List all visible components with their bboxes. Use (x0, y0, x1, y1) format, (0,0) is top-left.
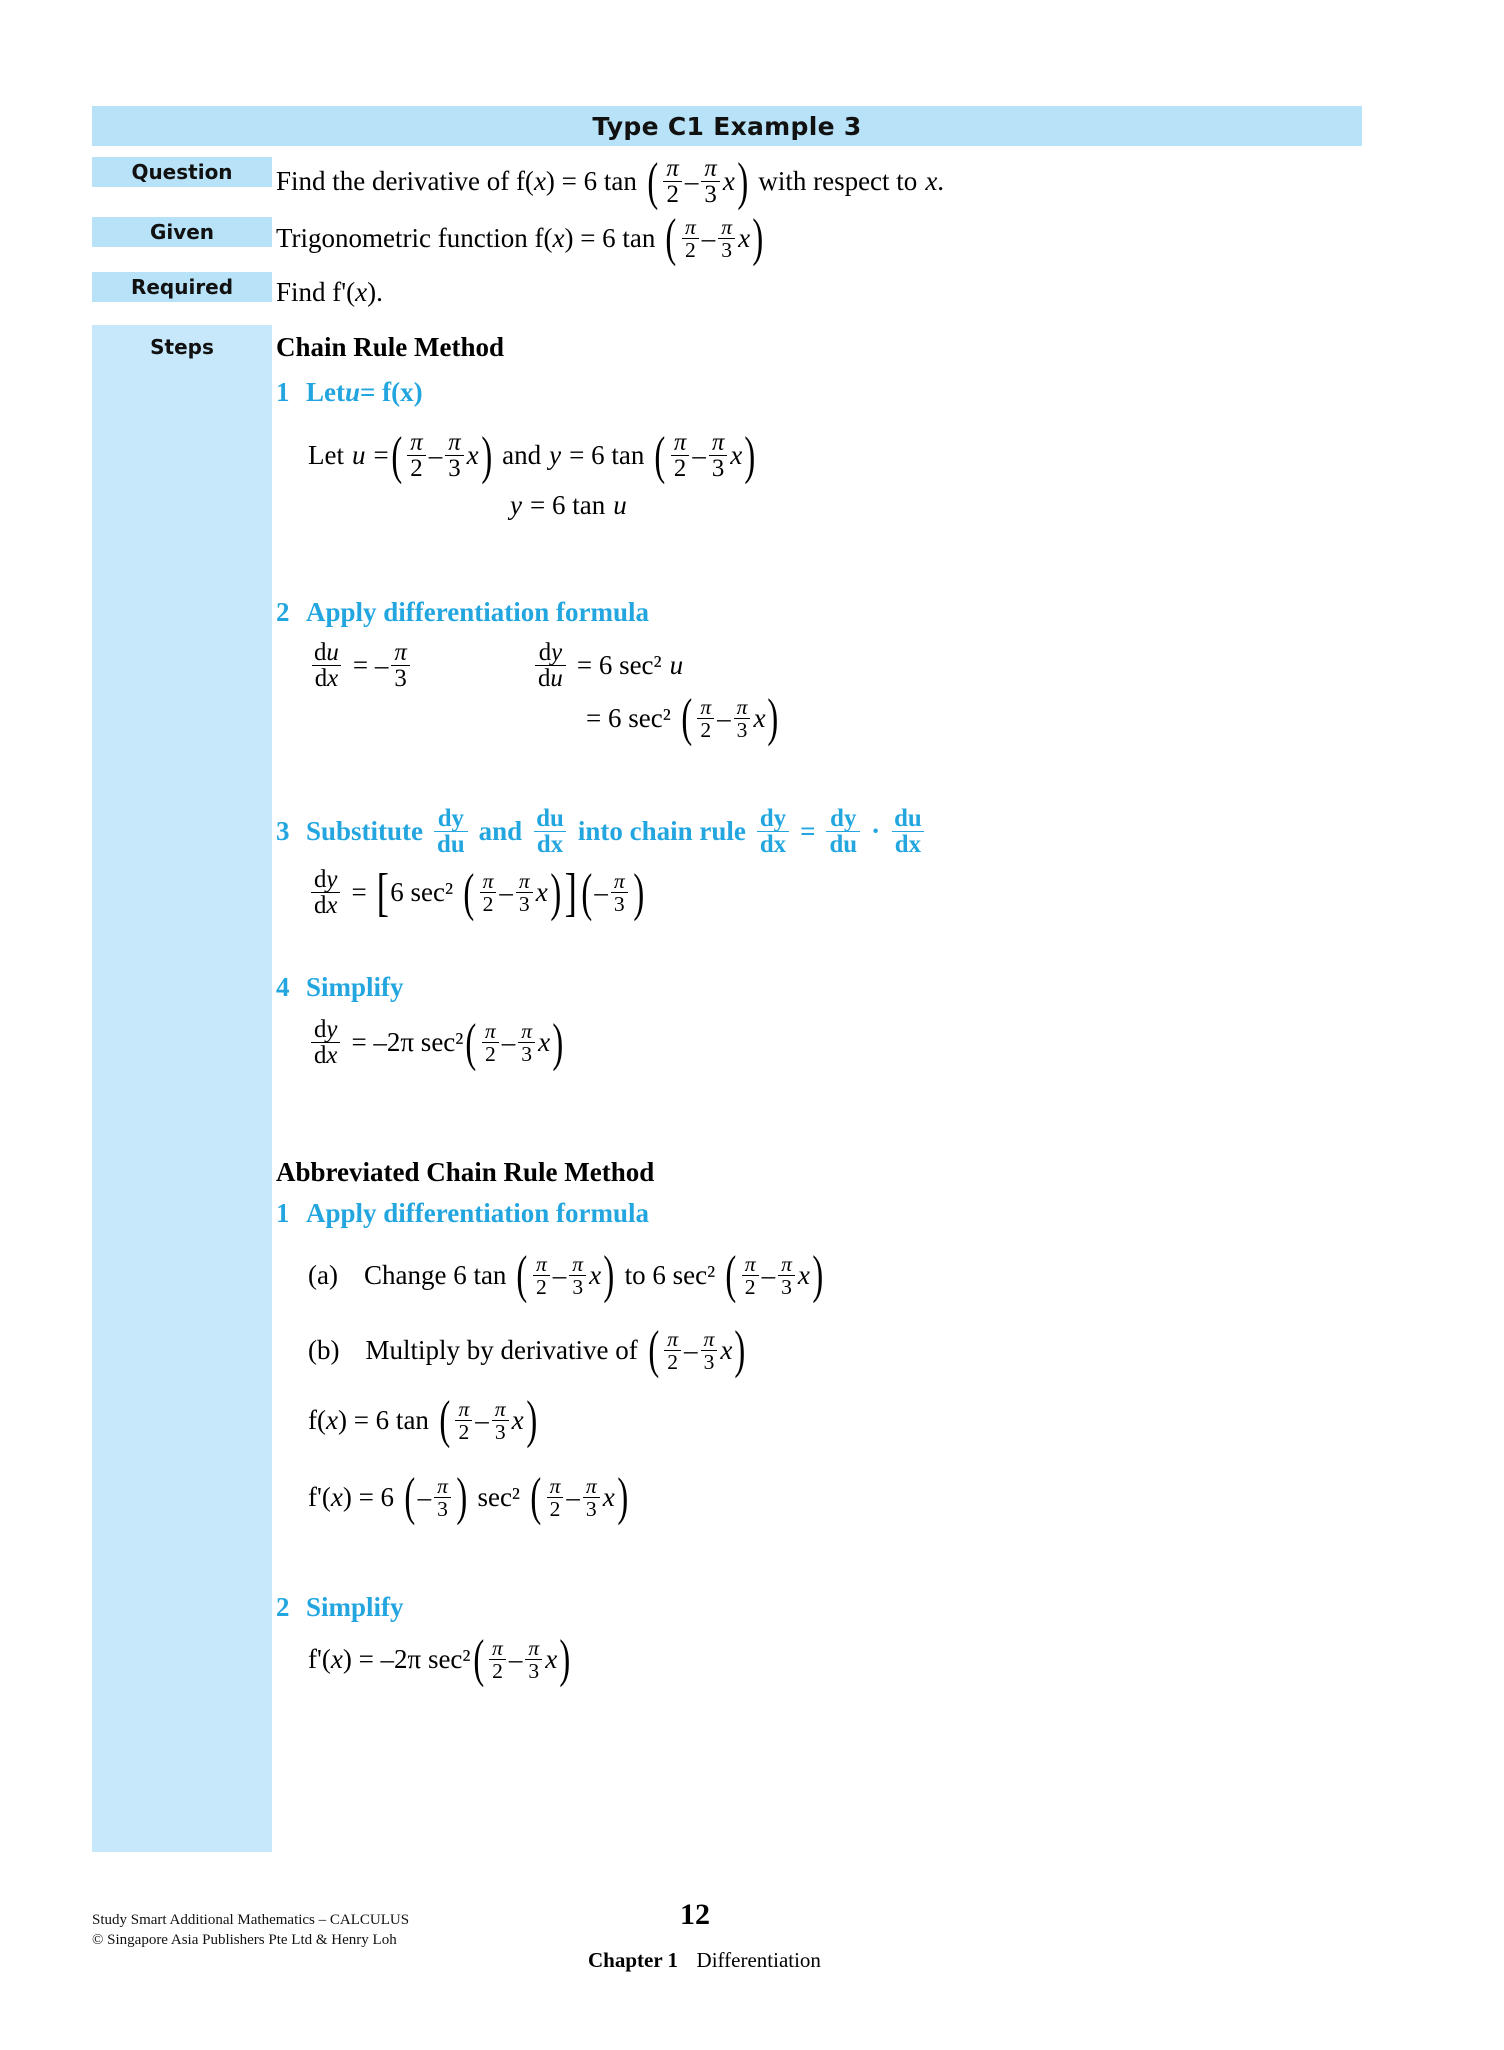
fraction-pi-3: $\frac{\pi}{3}$ (709, 430, 727, 482)
question-text-after: with respect to (758, 166, 918, 197)
paren-open: ( (530, 1468, 542, 1527)
paren-close: ) (734, 1321, 746, 1380)
footer-chapter-name: Differentiation (696, 1948, 821, 1972)
paren-open: ( (516, 1246, 528, 1305)
fraction-pi-3: $\frac{\pi}{3}$ (518, 1020, 535, 1065)
paren-close: ) (525, 1391, 537, 1450)
required-text: Find f'( (276, 277, 356, 307)
step-number: 1 (276, 1198, 290, 1228)
method2-fpx-eq: f'( x ) = 6 ( – $\frac{\pi}{3}$ ) sec² ( $\frac{\pi}{2}$ – $\frac{\pi}{3}$ x ) (308, 1468, 628, 1527)
paren-open: ( (654, 426, 666, 485)
method1-step2-eq-left: $\frac{du}{dx}$ = – $\frac{\pi}{3}$ (308, 640, 413, 692)
fraction-pi-2: $\frac{\pi}{2}$ (455, 1398, 472, 1443)
given-line: Trigonometric function f( x ) = 6 tan ( $\frac{\pi}{2}$ – $\frac{\pi}{3}$ x ) (276, 209, 764, 268)
method2-step1-sub-a: (a) Change 6 tan ( $\frac{\pi}{2}$ – $\frac{\pi}{3}$ x ) to 6 sec² ( $\frac{\pi}{2}$ – $\frac{\pi}{3}$ x ) (308, 1246, 824, 1305)
fraction-dy-dx: $\frac{dy}{dx}$ (757, 806, 789, 858)
fraction-du-dx: $\frac{du}{dx}$ (311, 640, 342, 692)
step-number: 2 (276, 1592, 290, 1622)
question-text-mid: ) = 6 tan (545, 166, 637, 197)
sub-marker: (a) (308, 1259, 338, 1290)
fraction-pi-3: $\frac{\pi}{3}$ (569, 1253, 586, 1298)
page-title: Type C1 Example 3 (592, 111, 862, 141)
bracket-close: ] (564, 863, 578, 922)
method1-step1-eq1: Let u = ( $\frac{\pi}{2}$ – $\frac{\pi}{3}$ x ) and y = 6 tan ( $\frac{\pi}{2}$ – $\frac{\pi}{3}$ x ) (308, 426, 756, 485)
paren-open: ( (665, 209, 677, 268)
paren-close: ) (617, 1468, 628, 1527)
fraction-pi-3: $\frac{\pi}{3}$ (734, 696, 751, 741)
fraction-du-dx: $\frac{du}{dx}$ (533, 806, 567, 858)
sub-marker: (b) (308, 1334, 340, 1365)
fraction-pi-3: $\frac{\pi}{3}$ (611, 870, 628, 915)
fraction-pi-3: $\frac{\pi}{3}$ (516, 870, 533, 915)
fraction-pi-3: $\frac{\pi}{3}$ (778, 1253, 795, 1298)
paren-close: ) (559, 1630, 571, 1689)
label-chip-required: Required (92, 272, 272, 302)
paren-close: ) (767, 689, 779, 748)
method2-step2-eq: f'( x ) = –2π sec² ( $\frac{\pi}{2}$ – $\frac{\pi}{3}$ x ) (308, 1630, 571, 1689)
given-text-before: Trigonometric function f( (276, 222, 553, 253)
paren-close: ) (550, 863, 561, 922)
question-text-before: Find the derivative of f( (276, 166, 534, 197)
steps-rail (92, 325, 272, 1852)
paren-open: ( (404, 1468, 416, 1527)
footer-chapter (588, 1948, 821, 1973)
paren-open: ( (725, 1246, 737, 1305)
paren-close: ) (480, 426, 492, 485)
paren-open: ( (463, 863, 475, 922)
fraction-pi-3: $\frac{\pi}{3}$ (391, 640, 409, 692)
fraction-pi-3: $\frac{\pi}{3}$ (492, 1398, 509, 1443)
fraction-pi-3: $\frac{\pi}{3}$ (718, 216, 735, 261)
method1-step2-title: 2 Apply differentiation formula (276, 597, 649, 627)
paren-close: ) (752, 209, 764, 268)
method1-step1-eq2: y = 6 tan u (510, 490, 627, 520)
fraction-pi-3: $\frac{\pi}{3}$ (701, 1328, 718, 1373)
fraction-dy-dx: $\frac{dy}{dx}$ (311, 1017, 340, 1069)
method2-fx-eq: f( x ) = 6 tan ( $\frac{\pi}{2}$ – $\frac{\pi}{3}$ x ) (308, 1391, 537, 1450)
paren-open: ( (472, 1630, 484, 1689)
method1-step2-eq-right2: = 6 sec² ( $\frac{\pi}{2}$ – $\frac{\pi}{3}$ x ) (586, 689, 779, 748)
footer-line-1: Study Smart Additional Mathematics – CALCULUS (92, 1912, 410, 1928)
step-number: 3 (276, 816, 290, 847)
paren-open: ( (439, 1391, 451, 1450)
fraction-pi-3: $\frac{\pi}{3}$ (434, 1475, 451, 1520)
fraction-pi-2: $\frac{\pi}{2}$ (742, 1253, 759, 1298)
question-var: x (533, 166, 546, 197)
method1-step3-title: 3 Substitute $\frac{dy}{du}$ and $\frac{du}{dx}$ into chain rule $\frac{dy}{dx}$ = $\frac{dy}{du}$ · $\frac{du}{dx}$ (276, 806, 928, 858)
footer-imprint (92, 1910, 409, 1951)
fraction-du-dx: $\frac{du}{dx}$ (891, 806, 925, 858)
fraction-pi-3: $\frac{\pi}{3}$ (445, 430, 463, 482)
paren-close: ) (603, 1246, 615, 1305)
method1-step4-eq: $\frac{dy}{dx}$ = –2π sec² ( $\frac{\pi}{2}$ – $\frac{\pi}{3}$ x ) (308, 1017, 566, 1069)
step-number: 4 (276, 972, 290, 1002)
fraction-pi-3: $\frac{\pi}{3}$ (525, 1637, 542, 1682)
label-chip-given: Given (92, 217, 272, 247)
fraction-pi-3: $\frac{\pi}{3}$ (583, 1475, 600, 1520)
paren-close: ) (744, 426, 756, 485)
method1-step4-title: 4 Simplify (276, 972, 404, 1002)
paren-close: ) (737, 152, 749, 211)
question-line: Find the derivative of f( x ) = 6 tan ( $\frac{\pi}{2}$ – $\frac{\pi}{3}$ x ) with respect to x . (276, 152, 945, 211)
step-number: 1 (276, 377, 290, 407)
paren-open: ( (648, 1321, 659, 1380)
page-number: 12 (680, 1898, 710, 1931)
step-number: 2 (276, 597, 290, 627)
fraction-pi-2: $\frac{\pi}{2}$ (663, 156, 681, 208)
paren-close: ) (456, 1468, 468, 1527)
method1-step3-eq: $\frac{dy}{dx}$ = [ 6 sec² ( $\frac{\pi}{2}$ – $\frac{\pi}{3}$ x ) ] ( – $\frac{\pi}{3}$ ) (308, 867, 646, 919)
method2-step1-title: 1 Apply differentiation formula (276, 1198, 649, 1228)
fraction-dy-dx: $\frac{dy}{dx}$ (311, 867, 340, 919)
paren-open: ( (681, 689, 692, 748)
fraction-pi-2: $\frac{\pi}{2}$ (489, 1637, 506, 1682)
minus-sign: – (684, 166, 699, 197)
label-chip-question: Question (92, 157, 272, 187)
paren-open: ( (465, 1013, 477, 1072)
fraction-dy-du: $\frac{dy}{du}$ (434, 806, 468, 858)
fraction-pi-2: $\frac{\pi}{2}$ (533, 1253, 550, 1298)
fraction-pi-2: $\frac{\pi}{2}$ (671, 430, 689, 482)
title-banner (92, 106, 1362, 146)
method1-step1-title: 1 Let u = f(x) (276, 377, 423, 407)
fraction-pi-3: $\frac{\pi}{3}$ (701, 156, 719, 208)
fraction-pi-2: $\frac{\pi}{2}$ (697, 696, 714, 741)
fraction-pi-2: $\frac{\pi}{2}$ (482, 1020, 499, 1065)
paren-close: ) (552, 1013, 564, 1072)
footer-chapter-label: Chapter 1 (588, 1948, 679, 1972)
paren-close: ) (812, 1246, 824, 1305)
required-line: Find f'( x ). (276, 277, 383, 307)
given-var: x (552, 222, 565, 253)
fraction-dy-du: $\frac{dy}{du}$ (535, 640, 566, 692)
fraction-pi-2: $\frac{\pi}{2}$ (682, 216, 699, 261)
method1-heading: Chain Rule Method (276, 332, 505, 362)
fraction-pi-2: $\frac{\pi}{2}$ (664, 1328, 681, 1373)
paren-close: ) (632, 863, 644, 922)
fraction-dy-du: $\frac{dy}{du}$ (826, 806, 860, 858)
footer-line-2: © Singapore Asia Publishers Pte Ltd & Henry Loh (92, 1932, 397, 1949)
paren-open: ( (391, 426, 402, 485)
fraction-pi-2: $\frac{\pi}{2}$ (547, 1475, 564, 1520)
paren-open: ( (647, 152, 659, 211)
given-text-after: ) = 6 tan (564, 222, 656, 253)
paren-open: ( (581, 863, 592, 922)
method2-step2-title: 2 Simplify (276, 1592, 404, 1622)
method2-step1-sub-b: (b) Multiply by derivative of ( $\frac{\pi}{2}$ – $\frac{\pi}{3}$ x ) (308, 1321, 746, 1380)
var-x: x (722, 166, 735, 197)
fraction-pi-2: $\frac{\pi}{2}$ (480, 870, 497, 915)
bracket-open: [ (376, 863, 389, 922)
label-chip-steps: Steps (150, 335, 214, 359)
method2-heading: Abbreviated Chain Rule Method (276, 1157, 655, 1187)
fraction-pi-2: $\frac{\pi}{2}$ (407, 430, 425, 482)
method1-step2-eq-right: $\frac{dy}{du}$ = 6 sec² u (532, 640, 683, 692)
